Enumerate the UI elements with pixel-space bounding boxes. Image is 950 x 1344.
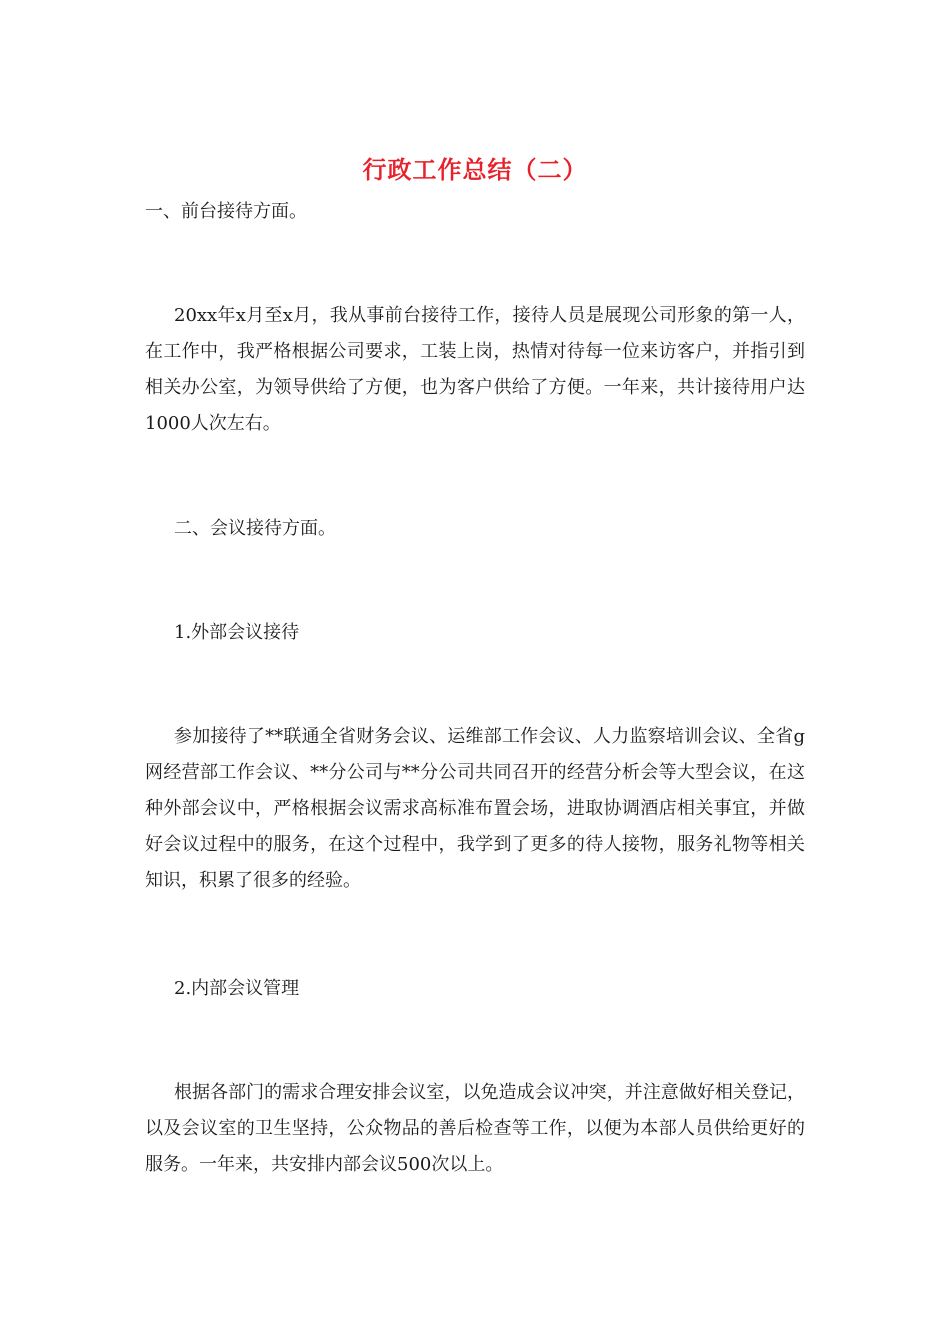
subheading-external-meetings: 1.外部会议接待 [174,622,300,643]
paragraph-reception: 20xx年x月至x月，我从事前台接待工作，接待人员是展现公司形象的第一人，在工作中，我严格根据公司要求，工装上岗，热情对待每一位来访客户，并指引到相关办公室，为领导供给了方便，也为客户供给了方便。一年来，共计接待用户达1000人次左右。 [145,305,805,434]
section-heading-meetings: 二、会议接待方面。 [174,518,336,539]
section-heading-reception: 一、前台接待方面。 [145,201,307,222]
paragraph-external-meetings: 参加接待了**联通全省财务会议、运维部工作会议、人力监察培训会议、全省g网经营部工作会议、**分公司与**分公司共同召开的经营分析会等大型会议，在这种外部会议中，严格根据会议需求高标准布置会场，进取协调酒店相关事宜，并做好会议过程中的服务，在这个过程中，我学到了更多的待人接物，服务礼物等相关知识，积累了很多的经验。 [145,726,805,891]
document-title: 行政工作总结（二） [362,156,588,184]
subheading-internal-meetings: 2.内部会议管理 [174,978,300,999]
paragraph-internal-meetings: 根据各部门的需求合理安排会议室，以免造成会议冲突，并注意做好相关登记，以及会议室的卫生坚持，公众物品的善后检查等工作，以便为本部人员供给更好的服务。一年来，共安排内部会议500次以上。 [145,1082,805,1175]
